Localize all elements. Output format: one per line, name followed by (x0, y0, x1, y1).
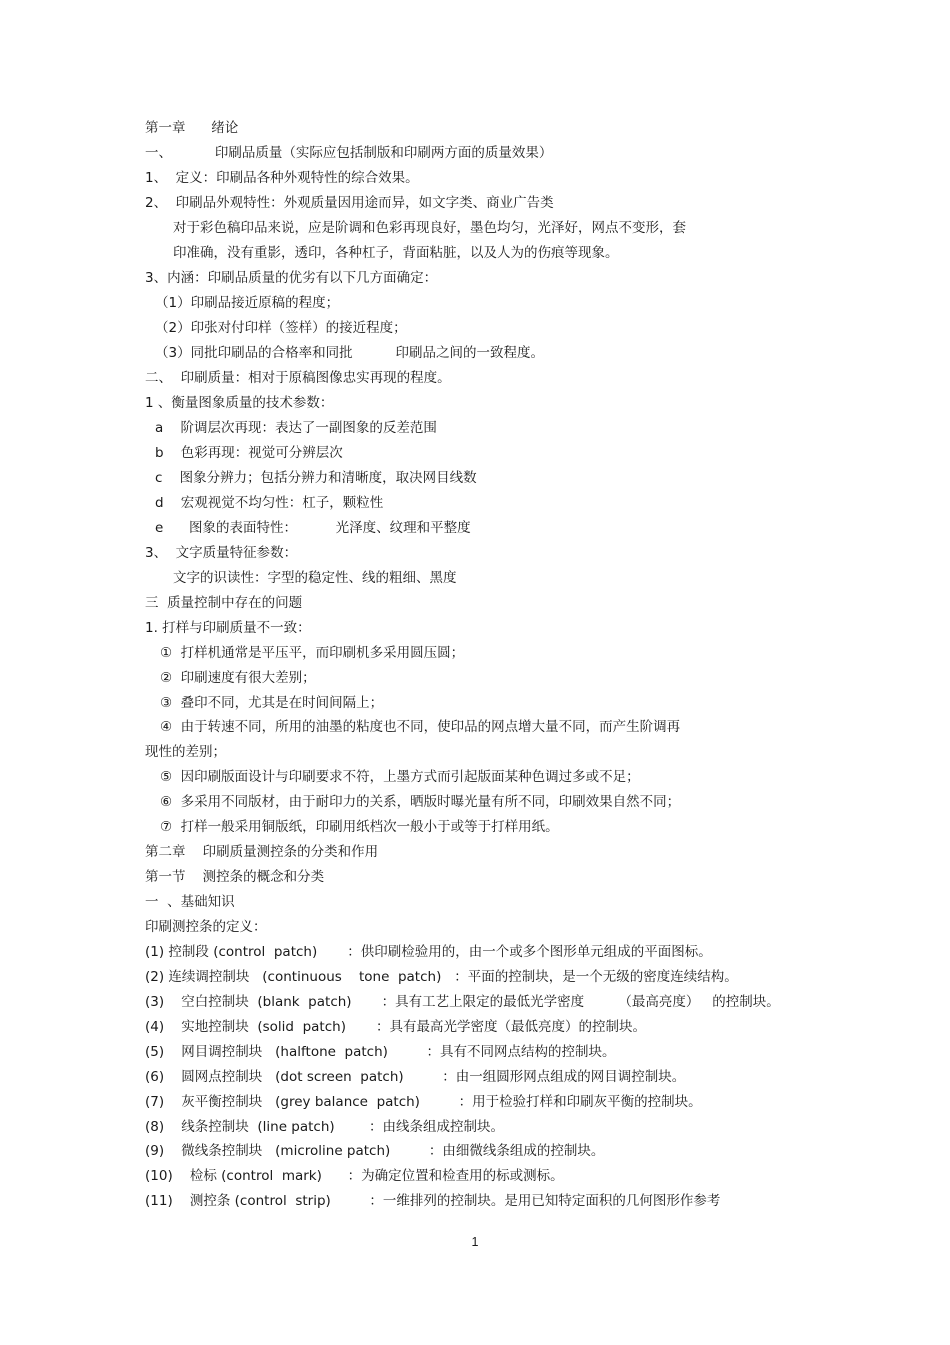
text-line: 对于彩色稿印品来说，应是阶调和色彩再现良好，墨色均匀，光泽好，网点不变形，套 (173, 220, 686, 236)
list-item: ③ 叠印不同，尤其是在时间间隔上； (160, 695, 384, 711)
chapter-1-heading: 第一章 绪论 (145, 120, 239, 136)
list-item: b 色彩再现：视觉可分辨层次 (155, 445, 343, 461)
text-line: 文字的识读性：字型的稳定性、线的粗细、黑度 (173, 570, 457, 586)
list-item: e 图象的表面特性： 光泽度、纹理和平整度 (155, 520, 471, 536)
section-3-heading: 三 质量控制中存在的问题 (145, 595, 303, 611)
definition-item: (9) 微线条控制块 (microline patch) ：由细微线条组成的控制块。 (145, 1143, 605, 1159)
definition-item: (11) 测控条 (control strip) ：一维排列的控制块。是用已知特定面积的几何图形作参考 (145, 1193, 721, 1209)
list-item: ④ 由于转速不同，所用的油墨的粘度也不同，使印品的网点增大量不同，而产生阶调再 (160, 719, 681, 735)
list-item: ⑦ 打样一般采用铜版纸，印刷用纸档次一般小于或等于打样用纸。 (160, 819, 559, 835)
definition-item: (3) 空白控制块 (blank patch) ：具有工艺上限定的最低光学密度 （最高亮度） 的控制块。 (145, 994, 780, 1010)
list-item: （2）印张对付印样（签样）的接近程度； (155, 320, 407, 336)
definition-item: (4) 实地控制块 (solid patch) ：具有最高光学密度（最低亮度）的控制块。 (145, 1019, 647, 1035)
list-item: ② 印刷速度有很大差别； (160, 670, 316, 686)
definition-item: (2) 连续调控制块 (continuous tone patch) ：平面的控制块，是一个无级的密度连续结构。 (145, 969, 738, 985)
definition-item: (7) 灰平衡控制块 (grey balance patch) ：用于检验打样和印刷灰平衡的控制块。 (145, 1094, 702, 1110)
list-item: ⑥ 多采用不同版材，由于耐印力的关系，晒版时曝光量有所不同，印刷效果自然不同； (160, 794, 681, 810)
list-item: （3）同批印刷品的合格率和同批 印刷品之间的一致程度。 (155, 345, 545, 361)
definition-item: (1) 控制段 (control patch) ：供印刷检验用的，由一个或多个图形单元组成的平面图标。 (145, 944, 712, 960)
list-item: a 阶调层次再现：表达了一副图象的反差范围 (155, 420, 437, 436)
subsection-heading: 一 、基础知识 (145, 894, 235, 910)
section-heading: 第一节 测控条的概念和分类 (145, 869, 325, 885)
list-item: ⑤ 因印刷版面设计与印刷要求不符，上墨方式而引起版面某种色调过多或不足； (160, 769, 640, 785)
definition-item: (8) 线条控制块 (line patch) ：由线条组成控制块。 (145, 1119, 505, 1135)
text-line: 1、 定义：印刷品各种外观特性的综合效果。 (145, 170, 419, 186)
text-line: 现性的差别； (145, 744, 226, 760)
page-number: 1 (471, 1235, 479, 1249)
text-line: 1. 打样与印刷质量不一致： (145, 620, 311, 636)
text-line: 印准确，没有重影，透印，各种杠子，背面粘脏，以及人为的伤痕等现象。 (173, 245, 619, 261)
definition-item: (10) 检标 (control mark) ：为确定位置和检查用的标或测标。 (145, 1168, 564, 1184)
definition-item: (6) 圆网点控制块 (dot screen patch) ：由一组圆形网点组成的网目调控制块。 (145, 1069, 686, 1085)
text-line: 3、 文字质量特征参数： (145, 545, 298, 561)
text-line: 印刷测控条的定义： (145, 919, 267, 935)
section-2-heading: 二、 印刷质量：相对于原稿图像忠实再现的程度。 (145, 370, 451, 386)
text-line: 2、 印刷品外观特性：外观质量因用途而异，如文字类、商业广告类 (145, 195, 554, 211)
section-1-heading: 一、 印刷品质量（实际应包括制版和印刷两方面的质量效果） (145, 145, 553, 161)
list-item: c 图象分辨力；包括分辨力和清晰度，取决网目线数 (155, 470, 477, 486)
list-item: （1）印刷品接近原稿的程度； (155, 295, 340, 311)
chapter-2-heading: 第二章 印刷质量测控条的分类和作用 (145, 844, 379, 860)
text-line: 3、内涵：印刷品质量的优劣有以下几方面确定： (145, 270, 438, 286)
definition-item: (5) 网目调控制块 (halftone patch) ：具有不同网点结构的控制块。 (145, 1044, 616, 1060)
text-line: 1 、衡量图象质量的技术参数： (145, 395, 334, 411)
list-item: d 宏观视觉不均匀性：杠子，颗粒性 (155, 495, 384, 511)
list-item: ① 打样机通常是平压平，而印刷机多采用圆压圆； (160, 645, 465, 661)
